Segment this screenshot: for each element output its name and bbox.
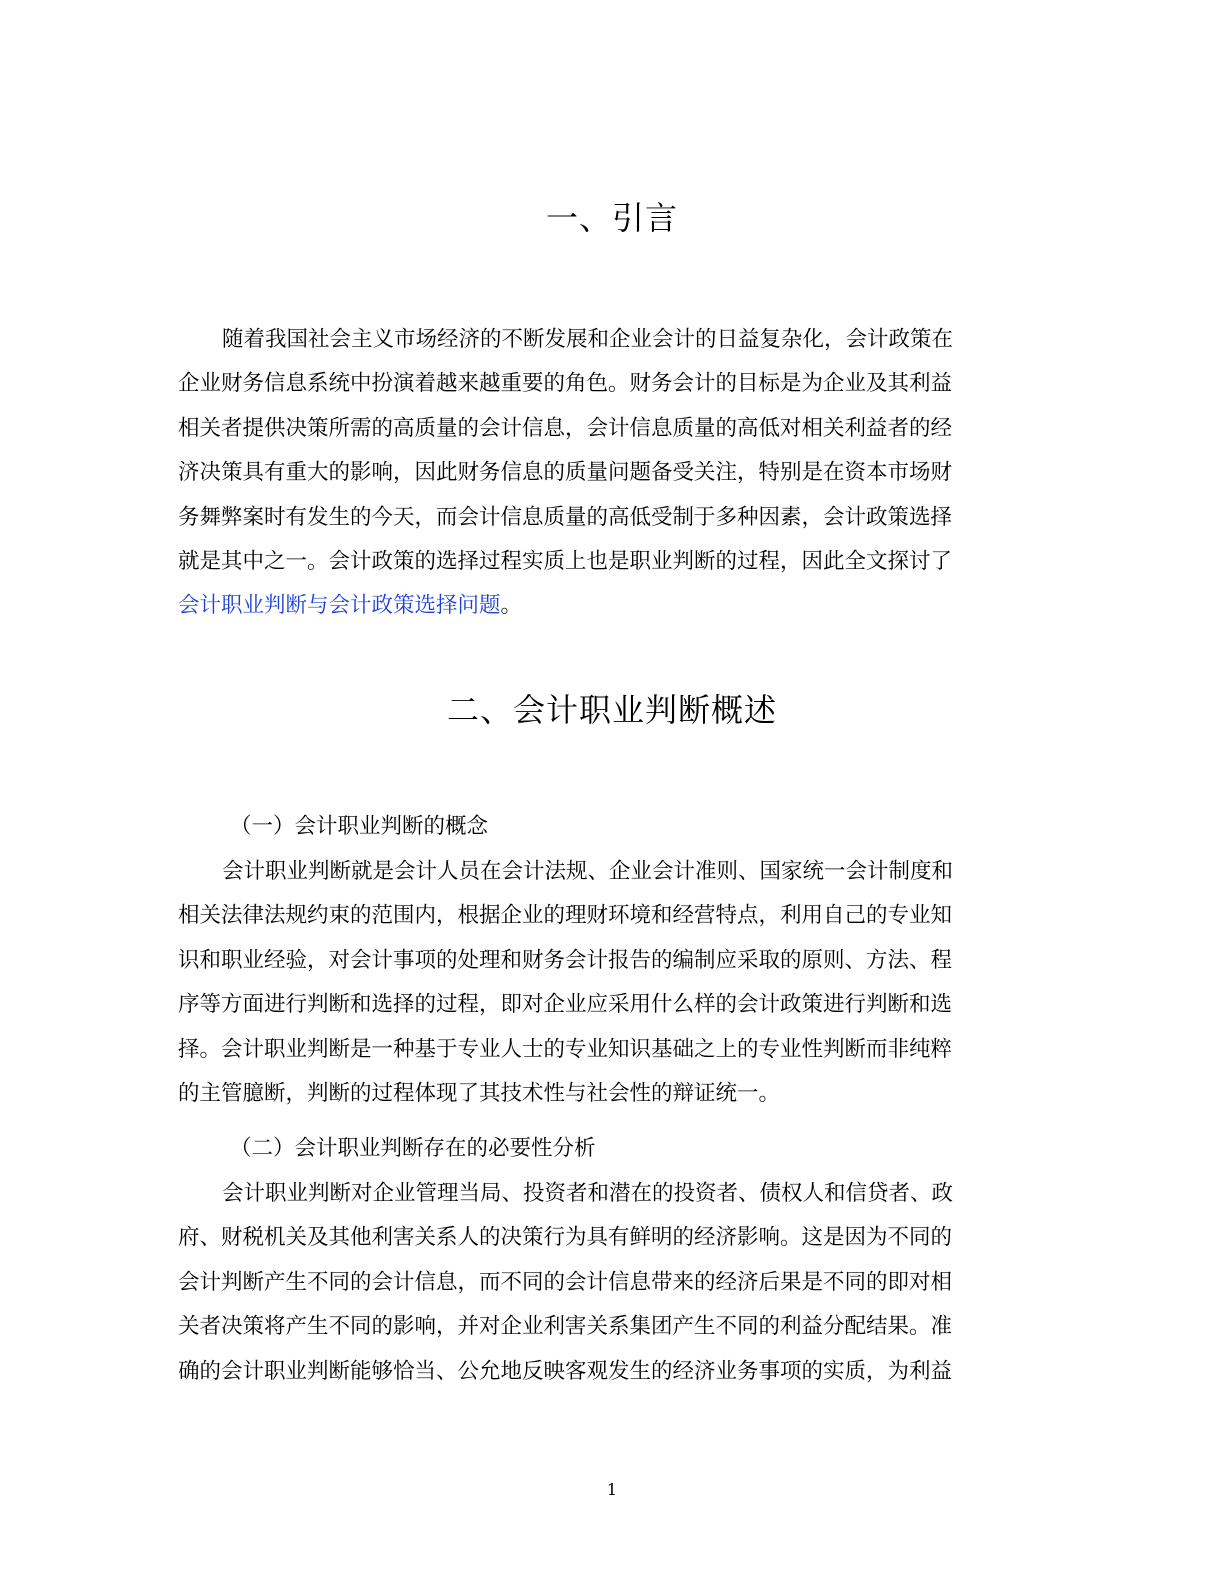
paragraph-line: 济决策具有重大的影响，因此财务信息的质量问题备受关注，特别是在资本市场财 [178, 460, 953, 486]
subsection-1-title: （一）会计职业判断的概念 [230, 814, 489, 839]
subsection-1-paragraph [178, 850, 1038, 1116]
paragraph-line: 就是其中之一。会计政策的选择过程实质上也是职业判断的过程，因此全文探讨了 [178, 548, 953, 574]
topic-link[interactable]: 会计职业判断与会计政策选择问题 [178, 593, 501, 619]
paragraph-line: 相关者提供决策所需的高质量的会计信息，会计信息质量的高低对相关利益者的经 [178, 415, 953, 441]
paragraph-line: 随着我国社会主义市场经济的不断发展和企业会计的日益复杂化，会计政策在 [222, 327, 954, 352]
section-2-title: 二、会计职业判断概述 [446, 691, 777, 729]
paragraph-line: 务舞弊案时有发生的今天，而会计信息质量的高低受制于多种因素，会计政策选择 [178, 504, 953, 530]
paragraph-line: 相关法律法规约束的范围内，根据企业的理财环境和经营特点，利用自己的专业知 [178, 903, 953, 929]
paragraph-line-last [178, 584, 1038, 628]
paragraph-line: 会计判断产生不同的会计信息，而不同的会计信息带来的经济后果是不同的即对相 [178, 1269, 953, 1295]
paragraph-line: 序等方面进行判断和选择的过程，即对企业应采用什么样的会计政策进行判断和选 [178, 992, 953, 1018]
section-1-paragraph [178, 318, 1038, 629]
paragraph-line: 企业财务信息系统中扮演着越来越重要的角色。财务会计的目标是为企业及其利益 [178, 371, 953, 397]
paragraph-line: 关者决策将产生不同的影响，并对企业利害关系集团产生不同的利益分配结果。准 [178, 1314, 953, 1340]
paragraph-line: 识和职业经验，对会计事项的处理和财务会计报告的编制应采取的原则、方法、程 [178, 947, 953, 973]
paragraph-line: 会计职业判断就是会计人员在会计法规、企业会计准则、国家统一会计制度和 [222, 859, 954, 884]
paragraph-line: 确的会计职业判断能够恰当、公允地反映客观发生的经济业务事项的实质，为利益 [178, 1358, 953, 1384]
paragraph-tail: 。 [500, 593, 523, 619]
paragraph-line: 择。会计职业判断是一种基于专业人士的专业知识基础之上的专业性判断而非纯粹 [178, 1036, 953, 1062]
subsection-2-paragraph [178, 1172, 1038, 1394]
section-1-title: 一、引言 [545, 199, 678, 237]
paragraph-line: 府、财税机关及其他利害关系人的决策行为具有鲜明的经济影响。这是因为不同的 [178, 1225, 953, 1251]
paragraph-line: 的主管臆断，判断的过程体现了其技术性与社会性的辩证统一。 [178, 1080, 781, 1106]
subsection-2-title: （二）会计职业判断存在的必要性分析 [230, 1136, 596, 1161]
paragraph-line: 会计职业判断对企业管理当局、投资者和潜在的投资者、债权人和信贷者、政 [222, 1181, 954, 1206]
page-number: 1 [606, 1480, 618, 1499]
